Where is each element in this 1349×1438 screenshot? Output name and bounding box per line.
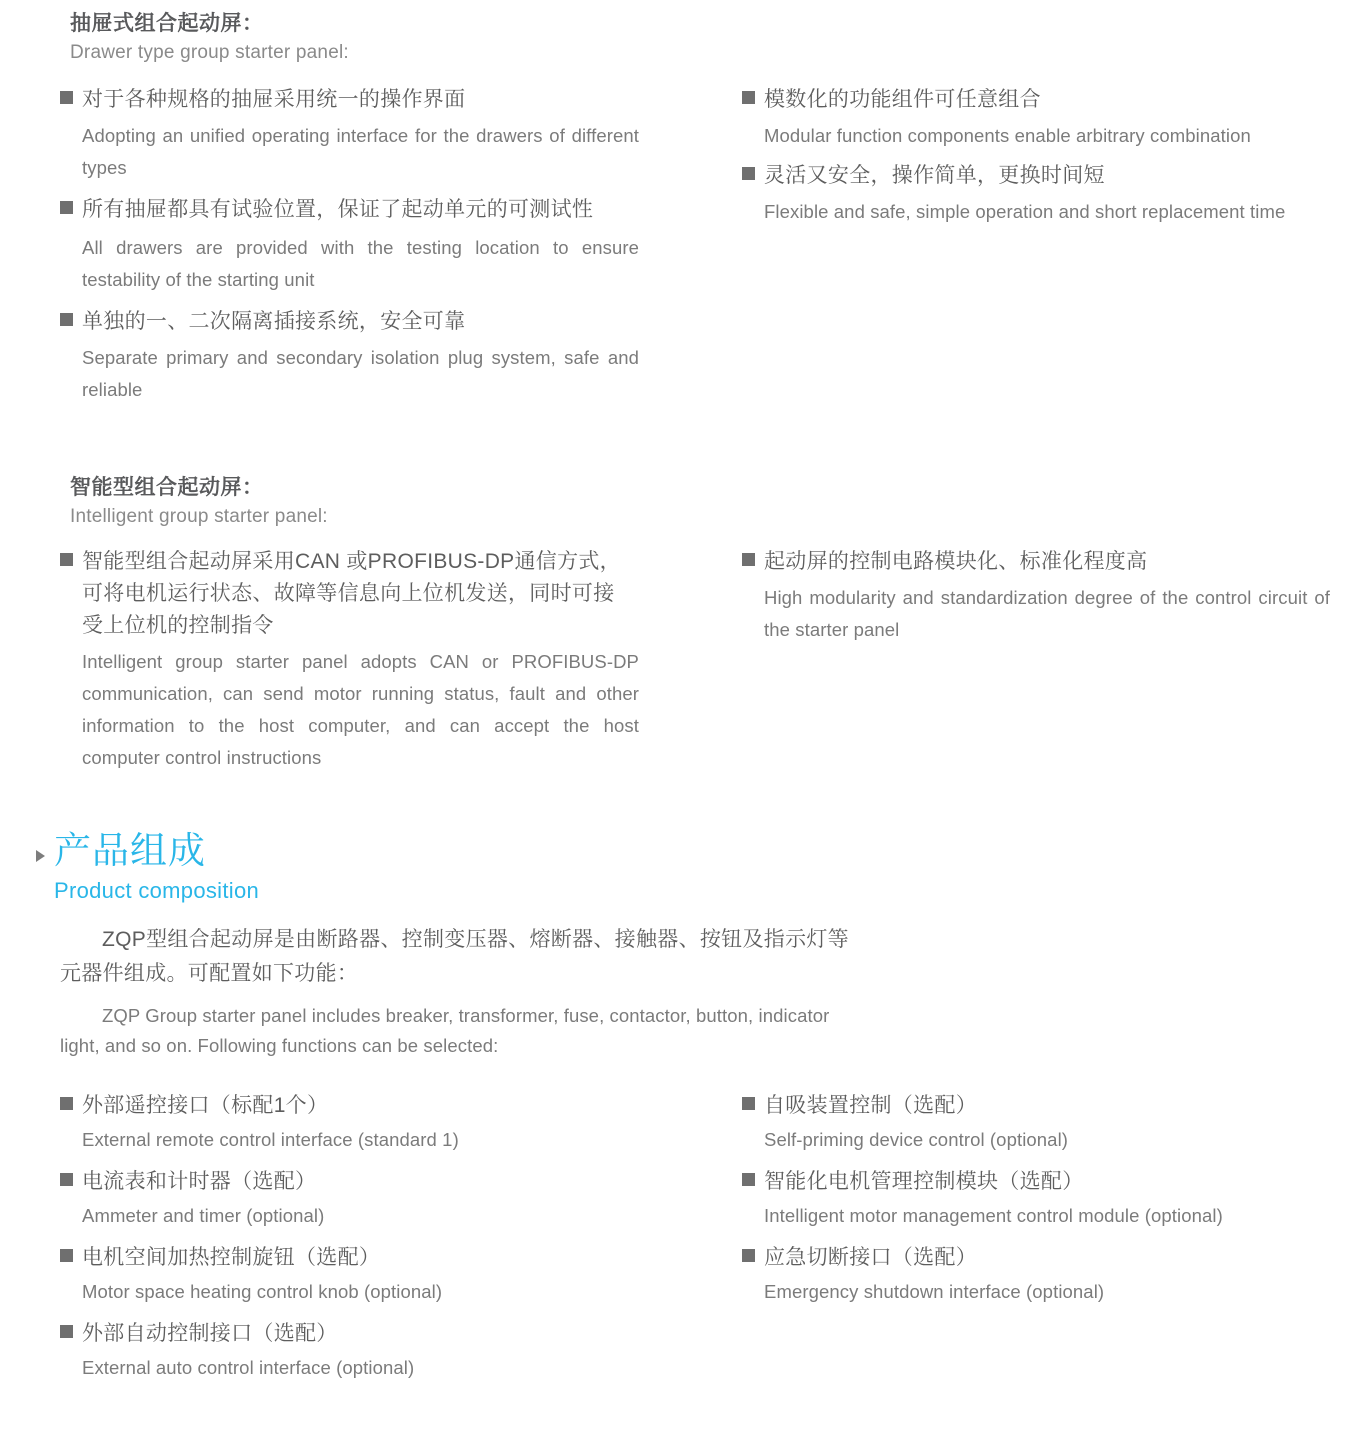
section-drawer-left-column: [60, 84, 640, 406]
list-item: [60, 306, 640, 338]
list-item: [742, 546, 1322, 578]
list-item-label-en: Intelligent group starter panel adopts CAN or PROFIBUS-DP communication, can send motor running status, fault and other information to the host computer, and can accept the host computer control instructions: [82, 650, 639, 768]
product-composition-heading: [36, 828, 259, 904]
section-intelligent-heading: [70, 474, 690, 532]
list-item-label-en: Separate primary and secondary isolation plug system, safe and reliable: [82, 346, 639, 400]
list-item-label-en: Intelligent motor management control module (optional): [764, 1204, 1223, 1226]
list-item-label-cn: 所有抽屉都具有试验位置，保证了起动单元的可测试性: [82, 197, 594, 221]
list-item: [742, 84, 1312, 116]
list-item-label-cn: 模数化的功能组件可任意组合: [764, 88, 1041, 111]
square-bullet-icon: [60, 553, 73, 566]
product-left-column: [60, 1090, 660, 1384]
square-bullet-icon: [60, 313, 73, 326]
intro-cn-line2: 元器件组成。可配置如下功能：: [60, 962, 359, 986]
list-item: [742, 160, 1312, 192]
list-item-label-cn: 外部遥控接口（标配1个）: [82, 1094, 329, 1117]
list-item: [742, 1242, 1322, 1274]
page-subtitle: Product composition: [54, 878, 260, 904]
list-item-label-cn: 灵活又安全，操作简单，更换时间短: [764, 163, 1105, 187]
list-item: [742, 1090, 1322, 1122]
list-item-label-cn: 应急切断接口（选配）: [764, 1245, 977, 1269]
list-item-label-en: Modular function components enable arbitrary combination: [764, 124, 1251, 146]
product-intro: [60, 923, 1060, 1061]
square-bullet-icon: [60, 1249, 73, 1262]
list-item: [60, 1318, 660, 1350]
square-bullet-icon: [742, 553, 755, 566]
list-item-label-cn: 智能型组合起动屏采用CAN 或PROFIBUS-DP通信方式，可将电机运行状态、故障等信息向上位机发送，同时可接受上位机的控制指令: [82, 550, 621, 637]
list-item-label-cn: 单独的一、二次隔离插接系统，安全可靠: [82, 309, 466, 333]
page-title: 产品组成: [54, 830, 206, 871]
list-item: [60, 1090, 660, 1122]
square-bullet-icon: [742, 1249, 755, 1262]
list-item-label-cn: 起动屏的控制电路模块化、标准化程度高: [764, 550, 1148, 573]
section-title-en: Drawer type group starter panel:: [70, 42, 349, 64]
square-bullet-icon: [60, 1325, 73, 1338]
list-item: [60, 546, 640, 642]
list-item-label-cn: 电流表和计时器（选配）: [82, 1169, 317, 1193]
list-item: [60, 1166, 660, 1198]
list-item-label-cn: 外部自动控制接口（选配）: [82, 1321, 338, 1345]
list-item-label-cn: 电机空间加热控制旋钮（选配）: [82, 1245, 381, 1269]
section-intelligent-left-column: [60, 546, 640, 774]
square-bullet-icon: [742, 1173, 755, 1186]
section-title-cn: 智能型组合起动屏：: [70, 476, 264, 499]
square-bullet-icon: [60, 1097, 73, 1110]
list-item-label-en: Flexible and safe, simple operation and short replacement time: [764, 200, 1286, 222]
intro-en-line1: ZQP Group starter panel includes breaker, transformer, fuse, contactor, button, indicator: [102, 1005, 830, 1027]
section-title-en: Intelligent group starter panel:: [70, 506, 328, 528]
list-item-label-en: External remote control interface (standard 1): [82, 1128, 459, 1150]
square-bullet-icon: [742, 1097, 755, 1110]
list-item: [60, 84, 640, 116]
square-bullet-icon: [60, 91, 73, 104]
list-item-label-en: High modularity and standardization degree of the control circuit of the starter panel: [764, 586, 1330, 640]
list-item-label-cn: 对于各种规格的抽屉采用统一的操作界面: [82, 88, 466, 111]
list-item-label-en: Adopting an unified operating interface for the drawers of different types: [82, 124, 639, 178]
square-bullet-icon: [742, 91, 755, 104]
list-item: [60, 194, 640, 226]
triangle-right-icon: [36, 850, 45, 862]
list-item-label-cn: 智能化电机管理控制模块（选配）: [764, 1169, 1084, 1193]
list-item-label-en: All drawers are provided with the testing location to ensure testability of the starting unit: [82, 236, 639, 290]
section-drawer-right-column: [742, 84, 1312, 228]
list-item: [742, 1166, 1322, 1198]
section-drawer-type-heading: [70, 10, 690, 68]
square-bullet-icon: [60, 1173, 73, 1186]
list-item-label-cn: 自吸装置控制（选配）: [764, 1094, 977, 1117]
list-item-label-en: Ammeter and timer (optional): [82, 1204, 325, 1226]
list-item-label-en: Self-priming device control (optional): [764, 1128, 1069, 1150]
intro-en-line2: light, and so on. Following functions can be selected:: [60, 1035, 499, 1056]
list-item-label-en: Motor space heating control knob (optional): [82, 1280, 443, 1302]
list-item-label-en: External auto control interface (optional): [82, 1356, 415, 1378]
intro-cn-line1: ZQP型组合起动屏是由断路器、控制变压器、熔断器、接触器、按钮及指示灯等: [102, 928, 849, 951]
product-right-column: [742, 1090, 1322, 1308]
list-item: [60, 1242, 660, 1274]
list-item-label-en: Emergency shutdown interface (optional): [764, 1280, 1105, 1302]
section-title-cn: 抽屉式组合起动屏：: [70, 12, 264, 35]
square-bullet-icon: [742, 167, 755, 180]
section-intelligent-right-column: [742, 546, 1330, 646]
